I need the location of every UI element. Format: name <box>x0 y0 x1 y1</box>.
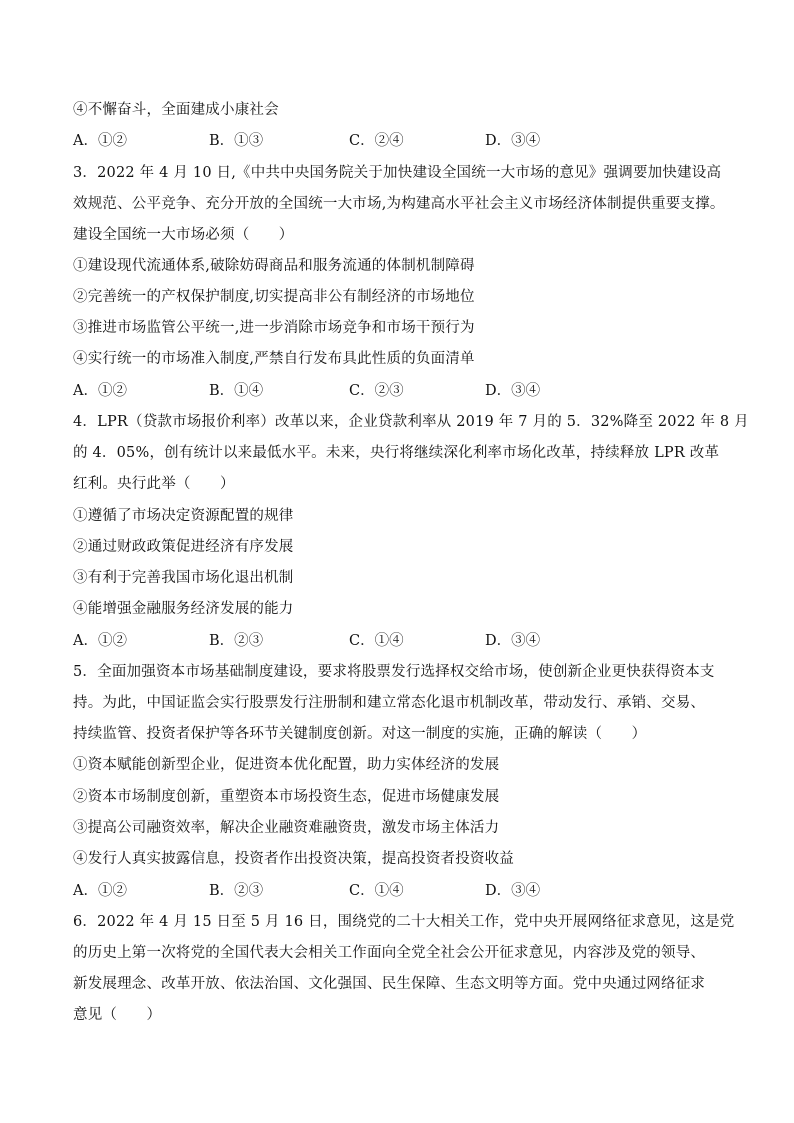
q5-stem-line-2: 持。为此，中国证监会实行股票发行注册制和建立常态化退市机制改革，带动发行、承销、交易、 <box>73 695 706 711</box>
q4-stem-line-2: 的 4．05%，创有统计以来最低水平。未来，央行将继续深化利率市场化改革，持续释放 LPR 改革 <box>73 445 720 461</box>
q4-option-4: ④能增强金融服务经济发展的能力 <box>73 601 294 617</box>
q5-choice-b: B．②③ <box>209 883 264 899</box>
q4-choice-b: B．②③ <box>209 633 264 649</box>
q3-option-4: ④实行统一的市场准入制度,严禁自行发布具此性质的负面清单 <box>73 351 475 367</box>
q5-answer-choices <box>73 882 733 900</box>
q5-option-2: ②资本市场制度创新，重塑资本市场投资生态，促进市场健康发展 <box>73 789 500 805</box>
q6-stem-line-1: 6．2022 年 4 月 15 日至 5 月 16 日，围绕党的二十大相关工作，党中央开展网络征求意见，这是党 <box>73 914 735 930</box>
q4-option-2: ②通过财政政策促进经济有序发展 <box>73 539 294 555</box>
q5-stem-line-1: 5．全面加强资本市场基础制度建设，要求将股票发行选择权交给市场，使创新企业更快获得资本支 <box>73 664 715 680</box>
q4-option-3: ③有利于完善我国市场化退出机制 <box>73 570 294 586</box>
q4-answer-choices <box>73 632 733 650</box>
q5-choice-a: A．①② <box>73 883 127 899</box>
q3-choice-c: C．②③ <box>349 383 404 399</box>
q4-option-1: ①遵循了市场决定资源配置的规律 <box>73 508 294 524</box>
q5-option-4: ④发行人真实披露信息，投资者作出投资决策，提高投资者投资收益 <box>73 851 514 867</box>
q4-stem-line-3: 红利。央行此举（ ） <box>73 476 235 492</box>
q5-option-1: ①资本赋能创新型企业，促进资本优化配置，助力实体经济的发展 <box>73 757 500 773</box>
q3-stem-line-2: 效规范、公平竞争、充分开放的全国统一大市场,为构建高水平社会主义市场经济体制提供重要支撑。 <box>73 196 725 212</box>
q5-option-3: ③提高公司融资效率，解决企业融资难融资贵，激发市场主体活力 <box>73 820 500 836</box>
q2-answer-choices <box>73 132 733 150</box>
q3-option-1: ①建设现代流通体系,破除妨碍商品和服务流通的体制机制障碍 <box>73 258 475 274</box>
q4-choice-a: A．①② <box>73 633 127 649</box>
q3-choice-a: A．①② <box>73 383 127 399</box>
q6-stem-line-2: 的历史上第一次将党的全国代表大会相关工作面向全党全社会公开征求意见，内容涉及党的领导、 <box>73 945 706 961</box>
q3-option-3: ③推进市场监管公平统一,进一步消除市场竞争和市场干预行为 <box>73 320 475 336</box>
q5-choice-c: C．①④ <box>349 883 404 899</box>
q6-stem-line-3: 新发展理念、改革开放、依法治国、文化强国、民生保障、生态文明等方面。党中央通过网络征求 <box>73 976 706 992</box>
q5-choice-d: D．③④ <box>485 883 541 899</box>
q3-stem-line-1: 3．2022 年 4 月 10 日,《中共中央国务院关于加快建设全国统一大市场的意见》强调要加快建设高 <box>73 165 722 181</box>
q3-choice-d: D．③④ <box>485 383 541 399</box>
q4-choice-d: D．③④ <box>485 633 541 649</box>
q3-stem-line-3: 建设全国统一大市场必须（ ） <box>73 227 294 243</box>
q4-stem-line-1: 4．LPR（贷款市场报价利率）改革以来，企业贷款利率从 2019 年 7 月的 5．32%降至 2022 年 8 月 <box>73 414 749 430</box>
q2-choice-b: B．①③ <box>209 133 264 149</box>
q2-option-4: ④不懈奋斗，全面建成小康社会 <box>73 102 279 118</box>
q2-choice-c: C．②④ <box>349 133 404 149</box>
q2-choice-d: D．③④ <box>485 133 541 149</box>
q3-option-2: ②完善统一的产权保护制度,切实提高非公有制经济的市场地位 <box>73 289 475 305</box>
q5-stem-line-3: 持续监管、投资者保护等各环节关键制度创新。对这一制度的实施，正确的解读（ ） <box>73 726 647 742</box>
q2-choice-a: A．①② <box>73 133 127 149</box>
q6-stem-line-4: 意见（ ） <box>73 1007 162 1023</box>
q3-answer-choices <box>73 382 733 400</box>
q4-choice-c: C．①④ <box>349 633 404 649</box>
q3-choice-b: B．①④ <box>209 383 264 399</box>
